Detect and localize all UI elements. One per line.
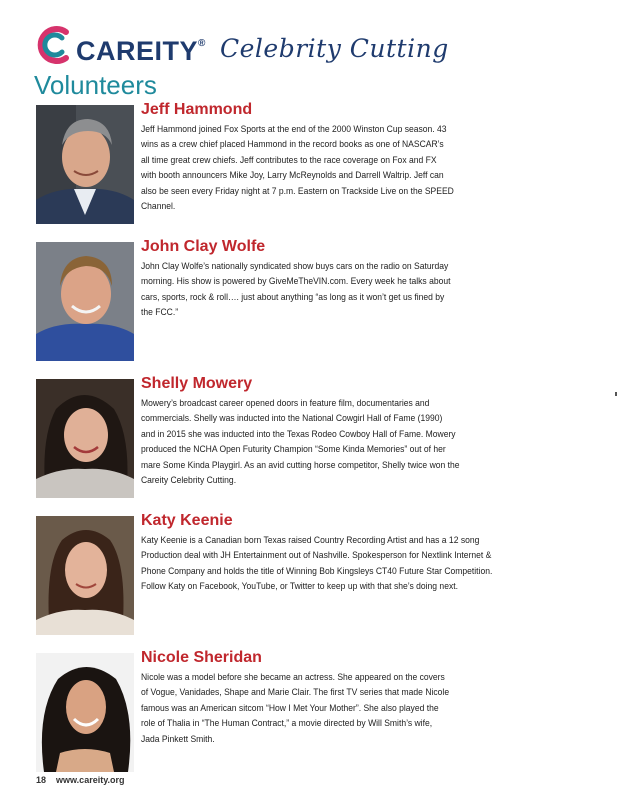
volunteer-bio: Jeff Hammond joined Fox Sports at the end of the 2000 Winston Cup season. 43 wins as a crew chief placed Hammond in the record books as one of NASCAR’s all time great crew chiefs. Jeff contributes to the race coverage on Fox and FX with booth announcers Mike Joy, Larry McReynolds and Darrell Waltrip. Jeff can also be seen every Friday night at 7 p.m. Eastern on Trackside Live on the SPEED Channel.: [141, 124, 454, 212]
brand-name: CAREITY®: [76, 36, 206, 66]
volunteer-photo: [36, 242, 134, 361]
website-url: www.careity.org: [56, 775, 125, 785]
volunteer-name: Shelly Mowery: [141, 375, 253, 392]
page-title: Volunteers: [34, 70, 157, 100]
volunteer-bio: John Clay Wolfe’s nationally syndicated show buys cars on the radio on Saturday morning. His show is powered by GiveMeTheVIN.com. Every week he talks about cars, sports, rock & roll…. just about anything “as long as it won’t get us fined by the FCC.”: [141, 261, 451, 318]
careity-logo-icon: [32, 22, 78, 68]
page-footer: [36, 775, 125, 785]
volunteer-bio: Katy Keenie is a Canadian born Texas raised Country Recording Artist and has a 12 song Production deal with JH Entertainment out of Nashville. Spokesperson for Nextlink Internet & Phone Company and holds the title of Winning Bob Kingsleys CT40 Future Star Competition. Follow Katy on Facebook, YouTube, or Twitter to keep up with that she’s doing next.: [141, 535, 493, 592]
margin-mark: [615, 392, 617, 396]
volunteer-photo: [36, 105, 134, 224]
volunteer-photo: [36, 653, 134, 772]
volunteer-photo: [36, 379, 134, 498]
volunteer-bio: Nicole was a model before she became an actress. She appeared on the covers of Vogue, Vanidades, Shape and Marie Clair. The first TV series that made Nicole famous was an American sitcom “How I Met Your Mother”. She also played the role of Thalia in “The Human Contract,” a movie directed by Will Smith’s wife, Jada Pinkett Smith.: [141, 672, 450, 744]
volunteer-name: Katy Keenie: [141, 512, 233, 529]
event-tagline: Celebrity Cutting: [220, 34, 449, 63]
volunteer-photo: [36, 516, 134, 635]
page-number: 18: [36, 775, 47, 785]
volunteer-name: Jeff Hammond: [141, 101, 253, 118]
volunteer-name: Nicole Sheridan: [141, 649, 262, 666]
volunteer-name: John Clay Wolfe: [141, 238, 266, 255]
volunteer-bio: Mowery’s broadcast career opened doors in feature film, documentaries and commercials. Shelly was inducted into the National Cowgirl Hall of Fame (1990) and in 2015 she was inducted into the Texas Rodeo Cowboy Hall of Fame. Mowery produced the NCHA Open Futurity Champion “Some Kinda Memories” out of her mare Some Kinda Playgirl. As an avid cutting horse competitor, Shelly twice won the Careity Celebrity Cutting.: [141, 398, 460, 486]
page-header: [32, 22, 592, 72]
